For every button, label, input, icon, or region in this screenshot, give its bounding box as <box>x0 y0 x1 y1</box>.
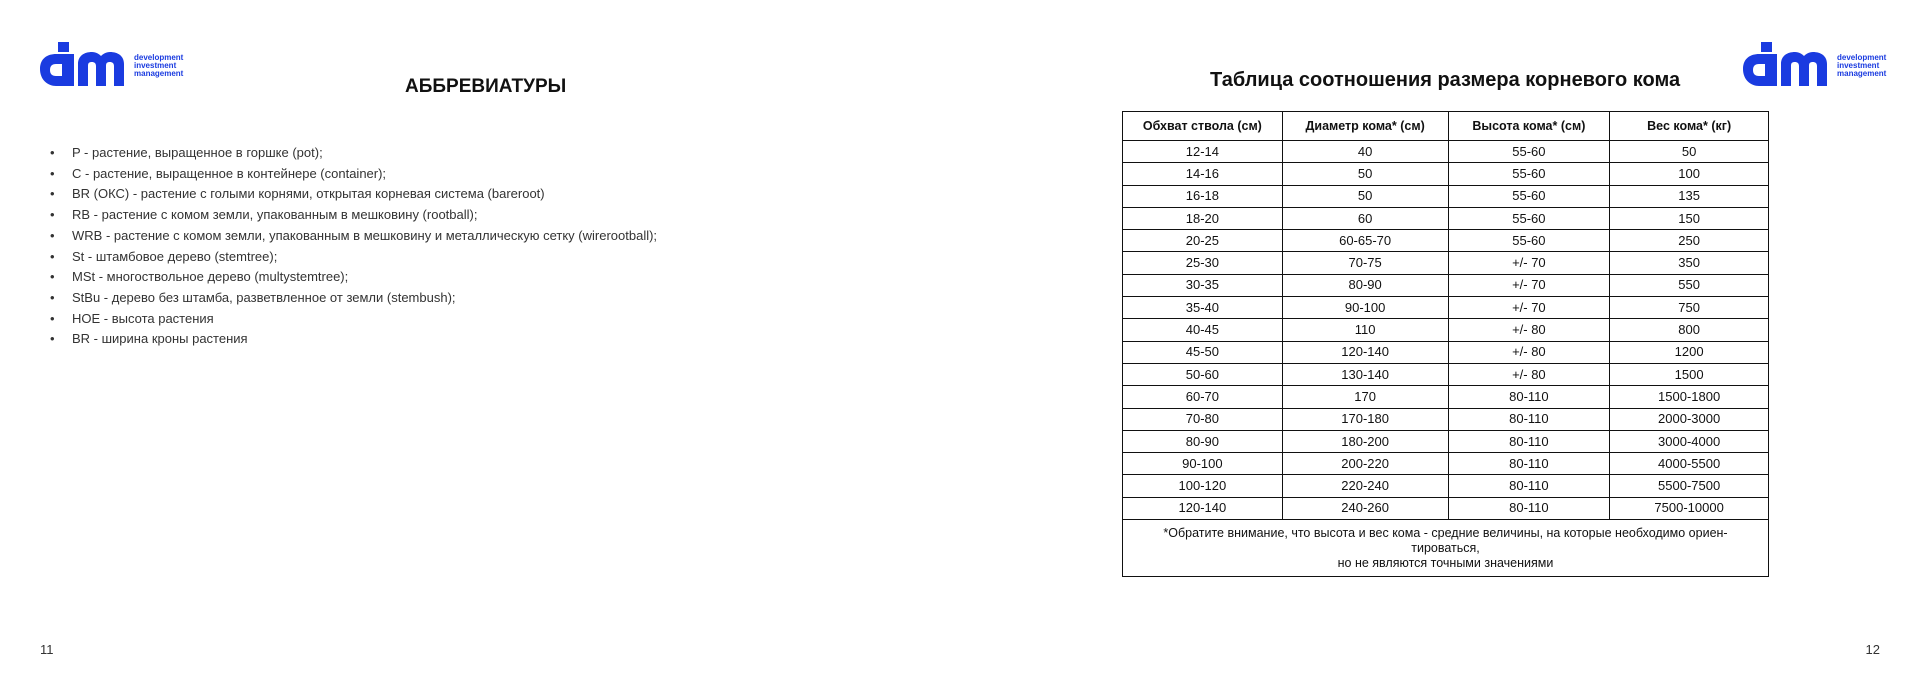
table-row <box>1123 386 1769 408</box>
table-cell: 45-50 <box>1123 341 1283 363</box>
table-row <box>1123 430 1769 452</box>
table-cell: 60-70 <box>1123 386 1283 408</box>
table-cell: 18-20 <box>1123 207 1283 229</box>
list-item <box>50 267 657 288</box>
table-cell: +/- 70 <box>1448 274 1610 296</box>
list-item <box>50 143 657 164</box>
table-cell: 55-60 <box>1448 207 1610 229</box>
company-logo <box>40 42 183 90</box>
table-cell: 90-100 <box>1123 453 1283 475</box>
note-line: тироваться, <box>1411 540 1480 555</box>
table-body <box>1123 141 1769 520</box>
table-cell: 180-200 <box>1282 430 1448 452</box>
table-row <box>1123 185 1769 207</box>
bullet-icon: • <box>50 310 55 326</box>
table-cell: 70-75 <box>1282 252 1448 274</box>
list-item-text: St - штамбовое дерево (stemtree); <box>72 248 278 264</box>
column-header: Вес кома* (кг) <box>1610 112 1769 141</box>
table-cell: 50 <box>1610 141 1769 163</box>
logo-line: development <box>134 53 184 62</box>
table-cell: 80-110 <box>1448 386 1610 408</box>
table-cell: 1200 <box>1610 341 1769 363</box>
table-row <box>1123 252 1769 274</box>
bullet-icon: • <box>50 248 55 264</box>
table-cell: 60 <box>1282 207 1448 229</box>
table-cell: 80-90 <box>1123 430 1283 452</box>
table-cell: 90-100 <box>1282 297 1448 319</box>
list-item <box>50 205 657 226</box>
table-cell: 220-240 <box>1282 475 1448 497</box>
table-cell: +/- 80 <box>1448 319 1610 341</box>
table-cell: 55-60 <box>1448 185 1610 207</box>
table-cell: 50 <box>1282 185 1448 207</box>
company-logo <box>1743 42 1886 90</box>
logo-line: investment <box>134 61 177 70</box>
table-cell: 150 <box>1610 207 1769 229</box>
right-page <box>960 0 1920 679</box>
list-item-text: P - растение, выращенное в горшке (pot); <box>72 145 323 160</box>
table-cell: 55-60 <box>1448 163 1610 185</box>
table-cell: 25-30 <box>1123 252 1283 274</box>
table-cell: 135 <box>1610 185 1769 207</box>
table-header-row <box>1123 112 1769 141</box>
list-item-text: BR (ОКС) - растение с голыми корнями, открытая корневая система (bareroot) <box>72 186 545 202</box>
table-row <box>1123 363 1769 385</box>
table-cell: 120-140 <box>1123 497 1283 519</box>
table-cell: 40 <box>1282 141 1448 163</box>
table-row <box>1123 408 1769 430</box>
note-line: но не являются точными значениями <box>1337 555 1554 570</box>
page-number: 11 <box>40 642 54 657</box>
list-item <box>50 184 657 205</box>
table-cell: 5500-7500 <box>1610 475 1769 497</box>
table-row <box>1123 453 1769 475</box>
table-cell: 70-80 <box>1123 408 1283 430</box>
table-cell: 35-40 <box>1123 297 1283 319</box>
column-header: Высота кома* (см) <box>1448 112 1610 141</box>
table-cell: 80-110 <box>1448 430 1610 452</box>
bullet-icon: • <box>50 207 55 223</box>
list-item-text: C - растение, выращенное в контейнере (container); <box>72 165 387 181</box>
table-cell: 1500 <box>1610 363 1769 385</box>
table-note <box>1123 520 1769 577</box>
bullet-icon: • <box>50 186 55 202</box>
page-title: Таблица соотношения размера корневого кома <box>1210 69 1681 91</box>
table-cell: 80-110 <box>1448 475 1610 497</box>
table-cell: +/- 80 <box>1448 341 1610 363</box>
logo-line: management <box>1837 69 1887 78</box>
rootball-size-table <box>1122 111 1769 577</box>
table-cell: 30-35 <box>1123 274 1283 296</box>
table-cell: 16-18 <box>1123 185 1283 207</box>
page-title: АББРЕВИАТУРЫ <box>405 76 567 97</box>
abbreviation-list <box>50 143 657 350</box>
table-row <box>1123 274 1769 296</box>
table-cell: 60-65-70 <box>1282 230 1448 252</box>
table-cell: 1500-1800 <box>1610 386 1769 408</box>
table-cell: +/- 70 <box>1448 252 1610 274</box>
list-item <box>50 226 657 247</box>
bullet-icon: • <box>50 227 55 243</box>
logo-text <box>134 54 183 78</box>
table-cell: 55-60 <box>1448 230 1610 252</box>
table-cell: 12-14 <box>1123 141 1283 163</box>
list-item <box>50 164 657 185</box>
list-item-text: BR - ширина кроны растения <box>72 331 248 347</box>
table-cell: 40-45 <box>1123 319 1283 341</box>
note-line: *Обратите внимание, что высота и вес кома - средние величины, на которые необходимо ориен- <box>1163 525 1728 540</box>
table-row <box>1123 141 1769 163</box>
page-number: 12 <box>1865 642 1880 657</box>
list-item-text: WRB - растение с комом земли, упакованным в мешковину и металлическую сетку (wirerootball); <box>72 227 658 243</box>
table-cell: 2000-3000 <box>1610 408 1769 430</box>
bullet-icon: • <box>50 269 55 285</box>
table-cell: 170 <box>1282 386 1448 408</box>
table-cell: 750 <box>1610 297 1769 319</box>
table-note-row <box>1123 520 1769 577</box>
table-row <box>1123 163 1769 185</box>
table-cell: 130-140 <box>1282 363 1448 385</box>
table-row <box>1123 297 1769 319</box>
table-cell: 800 <box>1610 319 1769 341</box>
logo-line: management <box>134 69 184 78</box>
table-cell: 80-90 <box>1282 274 1448 296</box>
table-cell: 55-60 <box>1448 141 1610 163</box>
table-cell: 3000-4000 <box>1610 430 1769 452</box>
table-cell: 100 <box>1610 163 1769 185</box>
logo-line: development <box>1837 53 1887 62</box>
list-item-text: StBu - дерево без штамба, разветвленное от земли (stembush); <box>72 289 456 305</box>
table-cell: 80-110 <box>1448 497 1610 519</box>
bullet-icon: • <box>50 289 55 305</box>
dim-logo-icon <box>40 42 128 90</box>
list-item-text: MSt - многоствольное дерево (multystemtree); <box>72 269 349 285</box>
table-cell: 80-110 <box>1448 453 1610 475</box>
logo-line: investment <box>1837 61 1880 70</box>
table-row <box>1123 319 1769 341</box>
list-item <box>50 288 657 309</box>
table-cell: 110 <box>1282 319 1448 341</box>
table-cell: 100-120 <box>1123 475 1283 497</box>
table-cell: 550 <box>1610 274 1769 296</box>
table-cell: 200-220 <box>1282 453 1448 475</box>
table-cell: 350 <box>1610 252 1769 274</box>
table-cell: +/- 70 <box>1448 297 1610 319</box>
table-cell: 170-180 <box>1282 408 1448 430</box>
table-row <box>1123 497 1769 519</box>
list-item <box>50 309 657 330</box>
table-row <box>1123 207 1769 229</box>
list-item <box>50 329 657 350</box>
bullet-icon: • <box>50 145 55 160</box>
table-cell: 4000-5500 <box>1610 453 1769 475</box>
table-cell: 120-140 <box>1282 341 1448 363</box>
table-row <box>1123 341 1769 363</box>
table-cell: 240-260 <box>1282 497 1448 519</box>
table-cell: 7500-10000 <box>1610 497 1769 519</box>
dim-logo-icon <box>1743 42 1831 90</box>
table-cell: 80-110 <box>1448 408 1610 430</box>
table-cell: 20-25 <box>1123 230 1283 252</box>
table-cell: 250 <box>1610 230 1769 252</box>
list-item-text: HOE - высота растения <box>72 310 214 326</box>
table-cell: 14-16 <box>1123 163 1283 185</box>
bullet-icon: • <box>50 331 55 347</box>
list-item <box>50 247 657 268</box>
bullet-icon: • <box>50 165 55 181</box>
table-row <box>1123 475 1769 497</box>
table-row <box>1123 230 1769 252</box>
list-item-text: RB - растение с комом земли, упакованным в мешковину (rootball); <box>72 207 478 223</box>
table-cell: 50 <box>1282 163 1448 185</box>
logo-text <box>1837 54 1886 78</box>
column-header: Обхват ствола (см) <box>1123 112 1283 141</box>
table-cell: +/- 80 <box>1448 363 1610 385</box>
column-header: Диаметр кома* (см) <box>1282 112 1448 141</box>
table-cell: 50-60 <box>1123 363 1283 385</box>
